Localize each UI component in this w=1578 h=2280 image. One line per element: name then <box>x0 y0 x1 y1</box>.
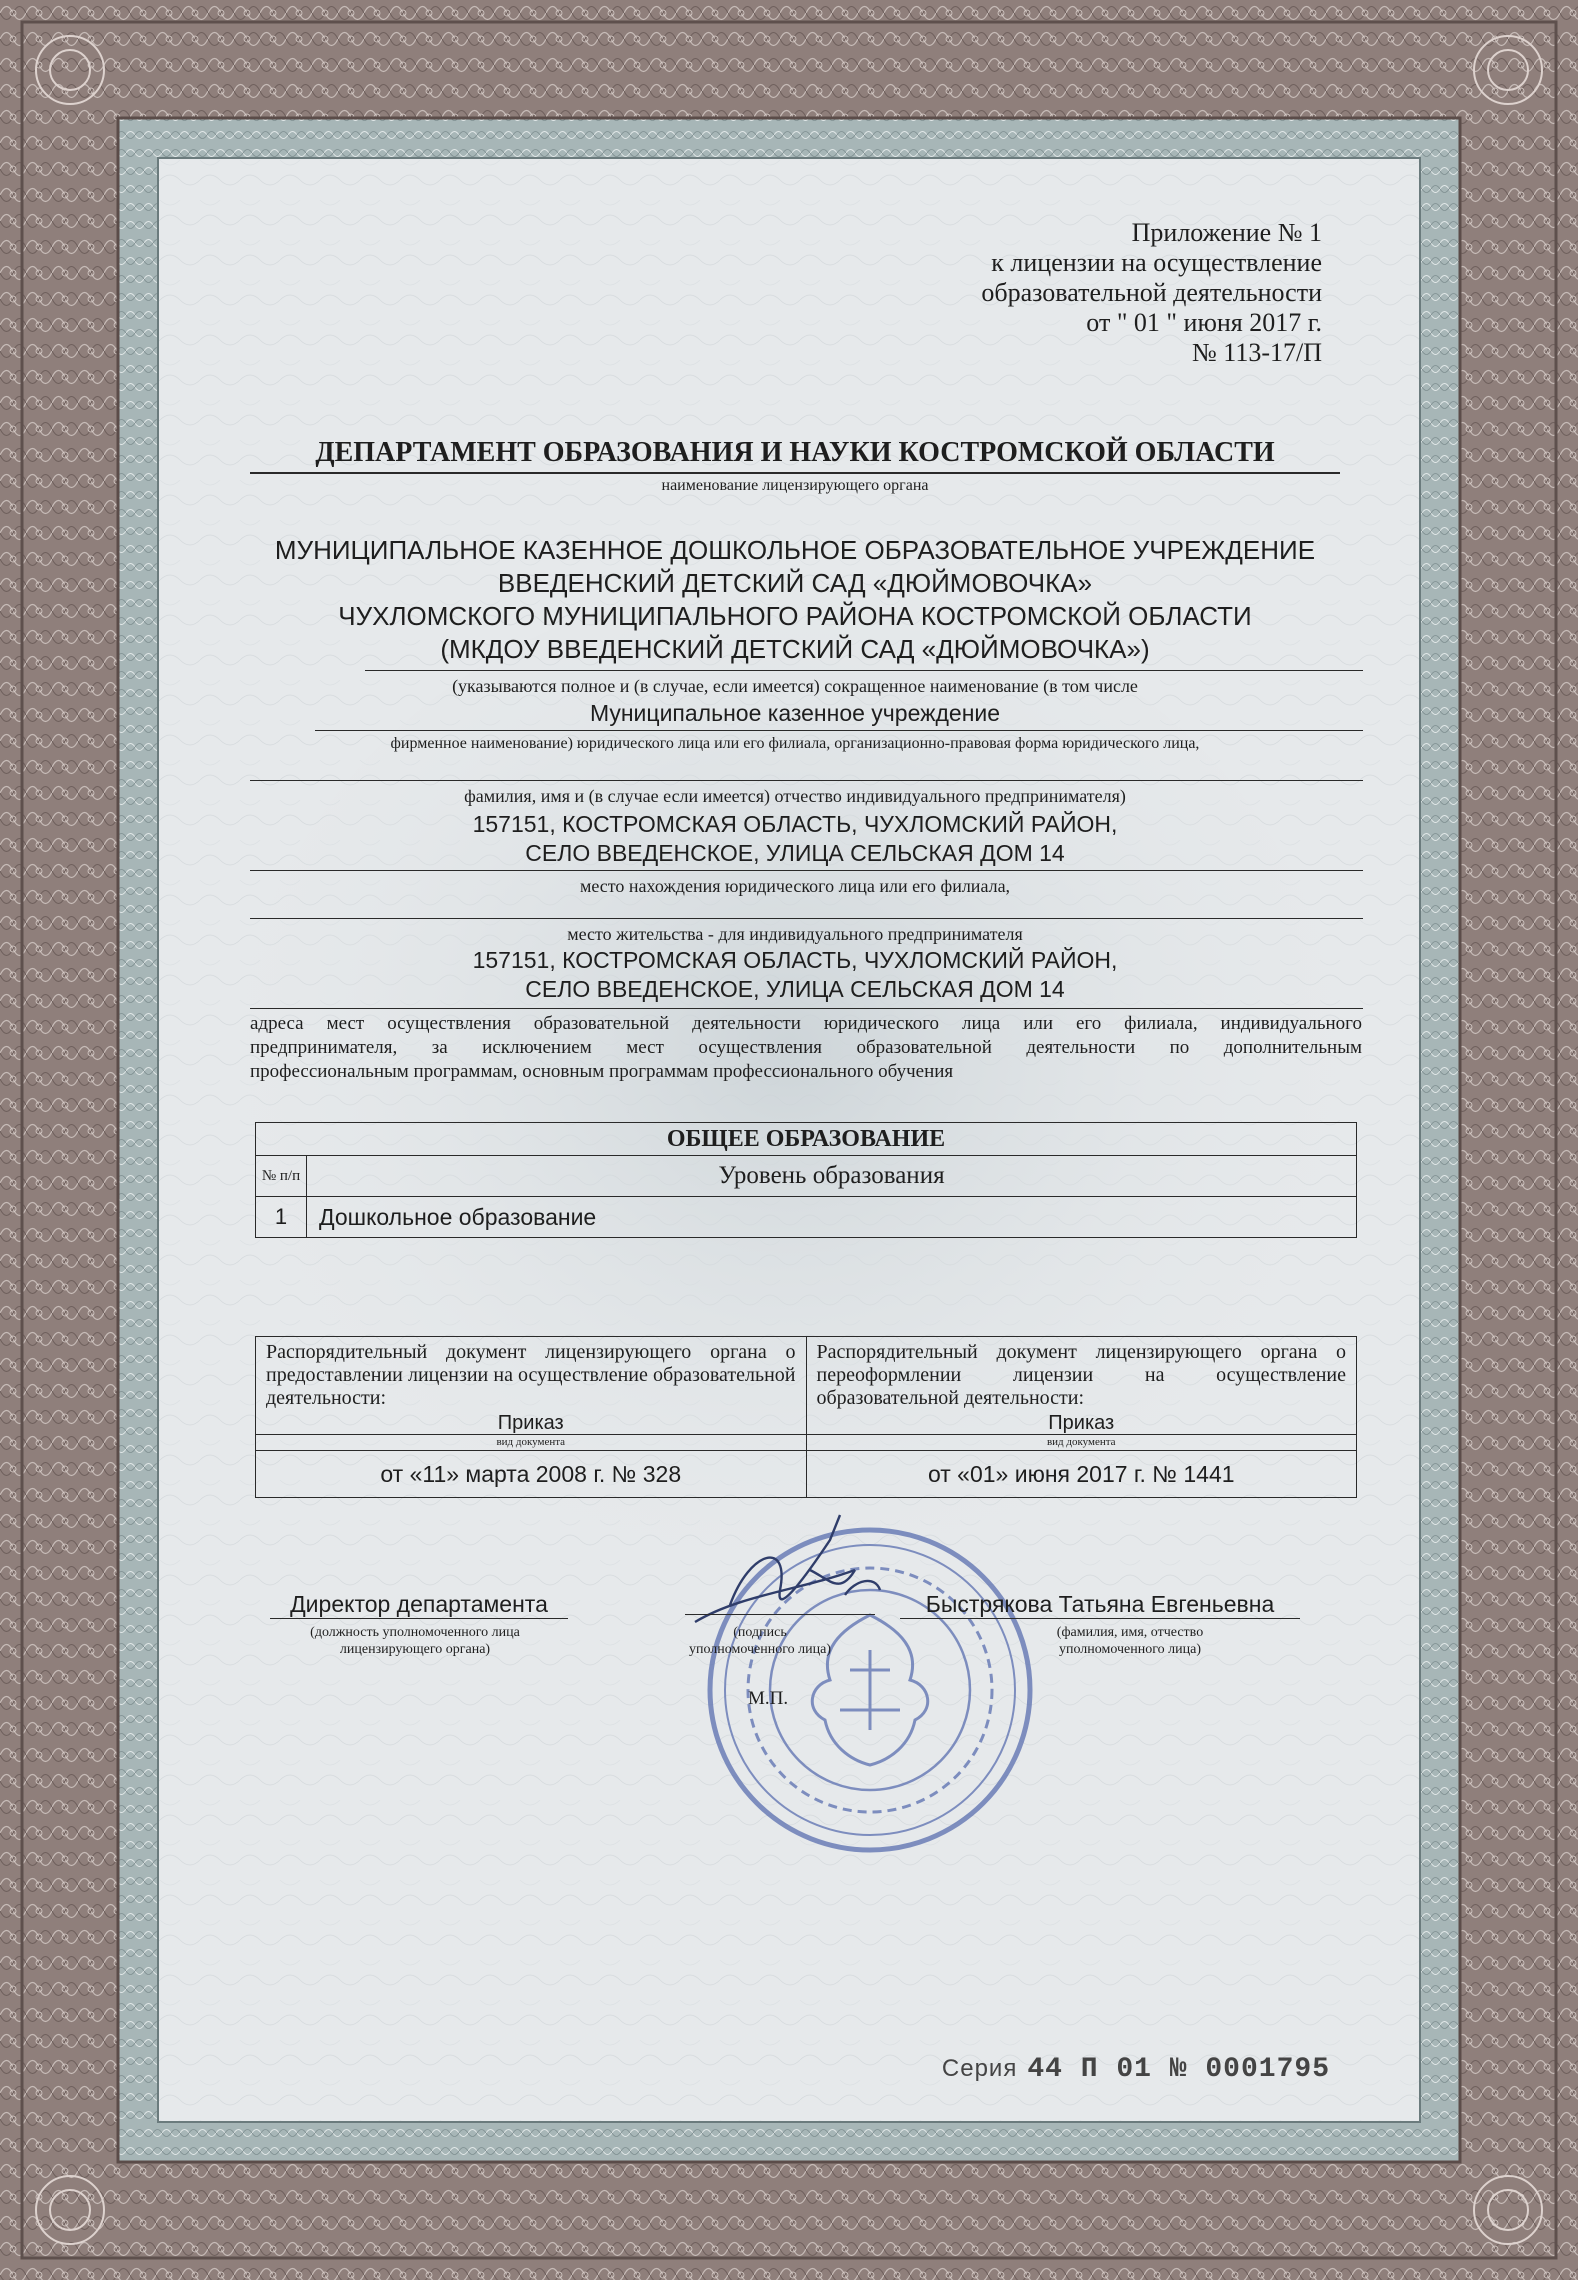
activity-address-line-2: СЕЛО ВВЕДЕНСКОЕ, УЛИЦА СЕЛЬСКАЯ ДОМ 14 <box>525 976 1065 1002</box>
licensee-legal-form: Муниципальное казенное учреждение <box>589 700 1001 726</box>
order-issue-heading <box>256 1337 807 1435</box>
activity-address-line-1: 157151, КОСТРОМСКАЯ ОБЛАСТЬ, ЧУХЛОМСКИЙ РАЙОН, <box>472 947 1118 973</box>
position-caption <box>250 1624 580 1658</box>
location-block <box>250 810 1340 868</box>
activity-address-block <box>250 946 1340 1004</box>
signature-caption-line-1: (подпись <box>733 1625 787 1640</box>
name-caption-line-1: (фамилия, имя, отчество <box>1056 1625 1204 1640</box>
orders-table <box>255 1336 1357 1498</box>
row-num: 1 <box>256 1197 307 1238</box>
signature-line <box>685 1614 875 1615</box>
signature-caption <box>660 1624 860 1658</box>
signature-caption-line-2: уполномоченного лица) <box>689 1642 831 1657</box>
activity-address-underline <box>250 1008 1363 1009</box>
blank-underline <box>250 780 1363 781</box>
location-line-1: 157151, КОСТРОМСКАЯ ОБЛАСТЬ, ЧУХЛОМСКИЙ РАЙОН, <box>472 811 1118 837</box>
appendix-block <box>800 218 1322 368</box>
signatory-name <box>900 1590 1300 1619</box>
position-caption-line-2: лицензирующего органа) <box>339 1642 491 1657</box>
activity-caption-line-1: адреса мест осуществления образовательной деятельности юридического лица или его филиала, индивидуального <box>250 1013 1362 1034</box>
name-caption-line-2: уполномоченного лица) <box>1059 1642 1201 1657</box>
education-table-title-row <box>256 1123 1357 1156</box>
licensee-name-line-2: ВВЕДЕНСКИЙ ДЕТСКИЙ САД «ДЮЙМОВОЧКА» <box>497 568 1093 598</box>
signatory-position <box>270 1590 568 1619</box>
authority-caption: наименование лицензирующего органа <box>661 477 929 494</box>
education-table-header-row <box>256 1156 1357 1197</box>
activity-caption-line-3: профессиональным программам, основным программам профессионального обучения <box>250 1061 954 1082</box>
appendix-number: Приложение № 1 <box>1131 218 1322 247</box>
series-value: 44 П 01 № 0001795 <box>1027 2054 1330 2085</box>
location-caption-2: место жительства - для индивидуального предпринимателя <box>567 924 1023 944</box>
licensee-name-line-1: МУНИЦИПАЛЬНОЕ КАЗЕННОЕ ДОШКОЛЬНОЕ ОБРАЗОВАТЕЛЬНОЕ УЧРЕЖДЕНИЕ <box>274 535 1316 565</box>
signatory-name-text: Быстрякова Татьяна Евгеньевна <box>925 1591 1275 1617</box>
order-issue-date: от «11» марта 2008 г. № 328 <box>256 1451 807 1498</box>
location-underline-2 <box>250 918 1363 919</box>
order-reissue-date: от «01» июня 2017 г. № 1441 <box>806 1451 1357 1498</box>
education-table <box>255 1122 1357 1238</box>
order-issue-heading-text: Распорядительный документ лицензирующего органа о предоставлении лицензии на осуществление образовательной деятельности: <box>266 1341 796 1409</box>
appendix-date: от " 01 " июня 2017 г. <box>1086 308 1322 337</box>
licensee-name-block <box>250 534 1340 666</box>
signatory-position-text: Директор департамента <box>290 1591 548 1617</box>
appendix-activity: образовательной деятельности <box>981 278 1322 307</box>
authority-name-text: ДЕПАРТАМЕНТ ОБРАЗОВАНИЯ И НАУКИ КОСТРОМСКОЙ ОБЛАСТИ <box>315 437 1275 468</box>
legal-form-underline <box>315 730 1363 731</box>
location-underline <box>250 870 1363 871</box>
series-block <box>880 2054 1330 2085</box>
licensee-underline <box>365 670 1363 671</box>
appendix-license-number: № 113-17/П <box>1192 338 1322 367</box>
order-issue-type-caption: вид документа <box>256 1435 807 1451</box>
licensee-caption-1: (указываются полное и (в случае, если имеется) сокращенное наименование (в том числе <box>452 676 1138 696</box>
education-table-title: ОБЩЕЕ ОБРАЗОВАНИЕ <box>256 1123 1357 1156</box>
series-label: Серия <box>941 2055 1018 2082</box>
activity-caption-line-2: предпринимателя, за исключением мест осуществления образовательной деятельности по дополнительным <box>250 1037 1362 1058</box>
table-row <box>256 1197 1357 1238</box>
authority-name <box>250 434 1340 474</box>
licensee-caption-3: фамилия, имя и (в случае если имеется) отчество индивидуального предпринимателя) <box>464 786 1126 806</box>
orders-heading-row <box>256 1337 1357 1435</box>
orders-caption-row <box>256 1435 1357 1451</box>
location-line-2: СЕЛО ВВЕДЕНСКОЕ, УЛИЦА СЕЛЬСКАЯ ДОМ 14 <box>525 840 1065 866</box>
activity-address-caption <box>250 1012 1362 1084</box>
location-caption-1: место нахождения юридического лица или его филиала, <box>579 876 1011 896</box>
orders-date-row <box>256 1451 1357 1498</box>
licensee-name-line-4: (МКДОУ ВВЕДЕНСКИЙ ДЕТСКИЙ САД «ДЮЙМОВОЧКА») <box>440 634 1150 664</box>
order-reissue-type-caption: вид документа <box>806 1435 1357 1451</box>
order-reissue-heading <box>806 1337 1357 1435</box>
row-level: Дошкольное образование <box>307 1197 1357 1238</box>
seal-place-label: М.П. <box>748 1688 789 1709</box>
signature-scribble <box>680 1510 900 1640</box>
licensee-caption-2: фирменное наименование) юридического лица или его филиала, организационно-правовая форма юридического лица, <box>390 735 1200 752</box>
order-reissue-type: Приказ <box>1048 1412 1115 1434</box>
order-issue-type: Приказ <box>497 1412 564 1434</box>
licensee-name-line-3: ЧУХЛОМСКОГО МУНИЦИПАЛЬНОГО РАЙОНА КОСТРОМСКОЙ ОБЛАСТИ <box>338 601 1252 631</box>
position-caption-line-1: (должность уполномоченного лица <box>310 1625 520 1640</box>
order-reissue-heading-text: Распорядительный документ лицензирующего органа о переоформлении лицензии на осуществление образовательной деятельности: <box>816 1341 1346 1409</box>
appendix-license-ref: к лицензии на осуществление <box>991 248 1322 277</box>
col-num-header: № п/п <box>256 1156 307 1197</box>
name-caption <box>1000 1624 1260 1658</box>
col-level-header: Уровень образования <box>307 1156 1357 1197</box>
